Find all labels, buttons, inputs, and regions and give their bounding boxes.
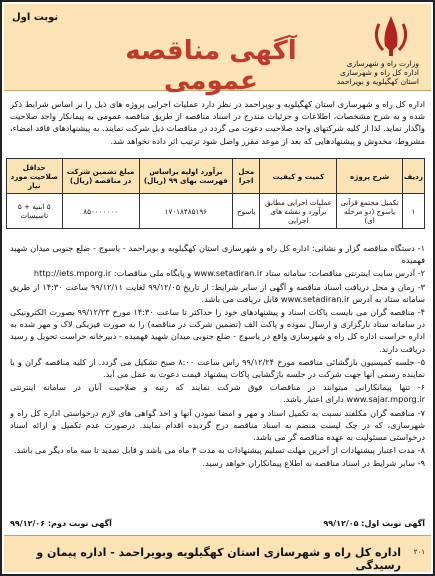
- condition-item: ۵- جلسه کمیسیون بازگشائی مناقصه مورخ ۹۹/۱۲/۲۴ راس ساعت ۸:۰۰ صبح تشکیل می گردد. از کلیه مناقصه گران و یا نماینده رسمی آنها جهت شرکت در جلسه بازگشایی پاکات پیشنهاد قیمت دعوت به عمل می آید.: [10, 356, 425, 380]
- col-location: محل اجرا: [232, 159, 260, 194]
- condition-item: ۱- دستگاه مناقصه گزار و نشانی: اداره کل راه و شهرسازی استان کهگیلویه و بویراحمد - یاسوج - ضلع جنوبی میدان شهید فهمیده: [10, 243, 425, 266]
- page-number: ۲۰۱: [413, 548, 425, 556]
- condition-item: ۹- سایر شرایط در اسناد مناقصه به اطلاع پیمانکاران خواهد رسید.: [202, 458, 425, 469]
- iran-emblem-icon: [367, 12, 415, 58]
- col-guarantee-amount: مبلغ تضمین شرکت در مناقصه (ریال): [62, 159, 139, 194]
- project-table: [6, 158, 425, 229]
- org-line: استان کهگیلویه و بویراحمد: [336, 77, 419, 86]
- org-name: [331, 59, 419, 86]
- condition-item: ۲- آدرس سایت اینترنتی مناقصات: سامانه ستاد www.setadiran.ir و پایگاه ملی مناقصات: http://iets.mporg.ir: [33, 268, 425, 279]
- col-row-number: ردیف: [402, 159, 424, 194]
- col-project-description: شرح پروژه: [337, 159, 403, 194]
- first-notice-date: آگهی نوبت اول: ۹۹/۱۲/۰۵: [323, 519, 425, 528]
- cell-initial-estimate: ۱۷۰۱۸۴۸۵۱۹۶: [139, 194, 232, 229]
- table-row: [7, 194, 425, 229]
- col-initial-estimate: برآورد اولیه براساس فهرست بهای ۹۹ (ریال): [139, 159, 232, 194]
- table-header-row: [7, 159, 425, 194]
- cell-quantity-quality: عملیات اجرایی مطابق برآورد و نقشه های اجرایی: [260, 194, 337, 229]
- cell-guarantee-amount: ۸۵۰۰۰۰۰۰۰: [62, 194, 139, 229]
- intro-paragraph: اداره کل راه و شهرسازی استان کهگیلویه و بویراحمد در نظر دارد عملیات اجرایی پروژه های ذیل را بر اساس شرایط ذکر شده و به شرح مشخصات، اطلاعات و جزئیات مندرج در اسناد مناقصه از طریق مناقصه عمومی به پیمانکار واجد صلاحیت واگذار نماید. لذا از کلیه شرکتهای واجد صلاحیت دعوت می گردد در مناقصات ذیل شرکت نمایند. به پیشنهادهای فاقد امضاء، مشروط، مخدوش و پیشنهادهایی که بعد از موعد مقرر واصل شود ترتیب اثر داده نخواهد شد.: [10, 99, 425, 146]
- notice-round-tag: نوبت اول: [12, 12, 59, 23]
- condition-item: ۷- مناقصه گران مکلفند نسبت به تکمیل اسناد و مهر و امضا نمودن آنها و اخذ گواهی های لازم درخواستی اداره کل راه و شهرسازی، که در چک لیست منضم به اسناد مناقصه درج گردیده اقدام نمایند. درصورت عدم تکمیل و ارائه اسناد درخواستی مسئولیت به عهده مناقصه گر می باشد.: [10, 407, 425, 443]
- cell-project-description: تکمیل مجتمع قرآنی یاسوج (دو مرحله ای): [337, 194, 403, 229]
- org-line: اداره کل راه و شهرسازی: [339, 68, 419, 77]
- footer-band: [4, 535, 431, 572]
- notice-title: آگهی مناقصه عمومی: [125, 36, 297, 96]
- publication-dates: [10, 519, 425, 533]
- org-line: وزارت راه و شهرسازی: [346, 59, 419, 68]
- col-quantity-quality: کمیت و کیفیت: [260, 159, 337, 194]
- col-min-qualification: حداقل صلاحیت مورد نیاز: [7, 159, 63, 194]
- condition-item: ۶- تنها پیمانکارانی میتوانند در مناقصات فوق شرکت نمایند که رتبه و صلاحیت آنان در سامانه اینترنتی www.sajar.mporg.ir دارای اعتبار باشد.: [10, 382, 425, 405]
- condition-item: ۳- زمان و محل دریافت اسناد مناقصه و آگهی از سایر شرایط: از تاریخ ۹۹/۱۲/۰۵ لغایت ۹۹/۱۲/۱۱ ساعت ۱۴:۳۰ از طریق سامانه ستاد به آدرس www.setadiran.ir قابل دریافت می باشد.: [10, 281, 425, 304]
- cell-row-number: ۱: [402, 194, 424, 229]
- condition-item: ۸- مدت اعتبار پیشنهادات از آخرین مهلت تسلیم پیشنهادات به مدت ۳ ماه می باشد و قابل تمدید تا سه ماه دیگر می باشد.: [13, 445, 425, 456]
- header-band: [4, 4, 431, 96]
- conditions-list: [10, 242, 425, 512]
- cell-location: یاسوج: [232, 194, 260, 229]
- cell-min-qualification: ۵ ابنیه + ۵ تاسیسات: [7, 194, 63, 229]
- second-notice-date: آگهی نوبت دوم: ۹۹/۱۲/۰۶: [10, 519, 112, 528]
- condition-item: ۴- مناقصه گران می بایست پاکات اسناد و پیشنهادهای خود را حداکثر تا ساعت ۱۴:۳۰ مورخ ۹۹/۱۲/۲۳ بصورت الکترونیکی در سامانه ستاد بارگزاری و ارسال نموده و پاکت الف (تضمین شرکت در مناقصه) را به صورت فیزیکی لاک و مهر شده به اداره حراست اداره کل راه و شهرسازی واقع در یاسوج - ضلع جنوبی میدان شهید فهمیده - دبیرخانه حراست تحویل و رسید دریافت دارند.: [10, 307, 425, 354]
- footer-org: اداره کل راه و شهرسازی استان کهگیلویه وبویراحمد - اداره پیمان و رسیدگی: [36, 546, 401, 572]
